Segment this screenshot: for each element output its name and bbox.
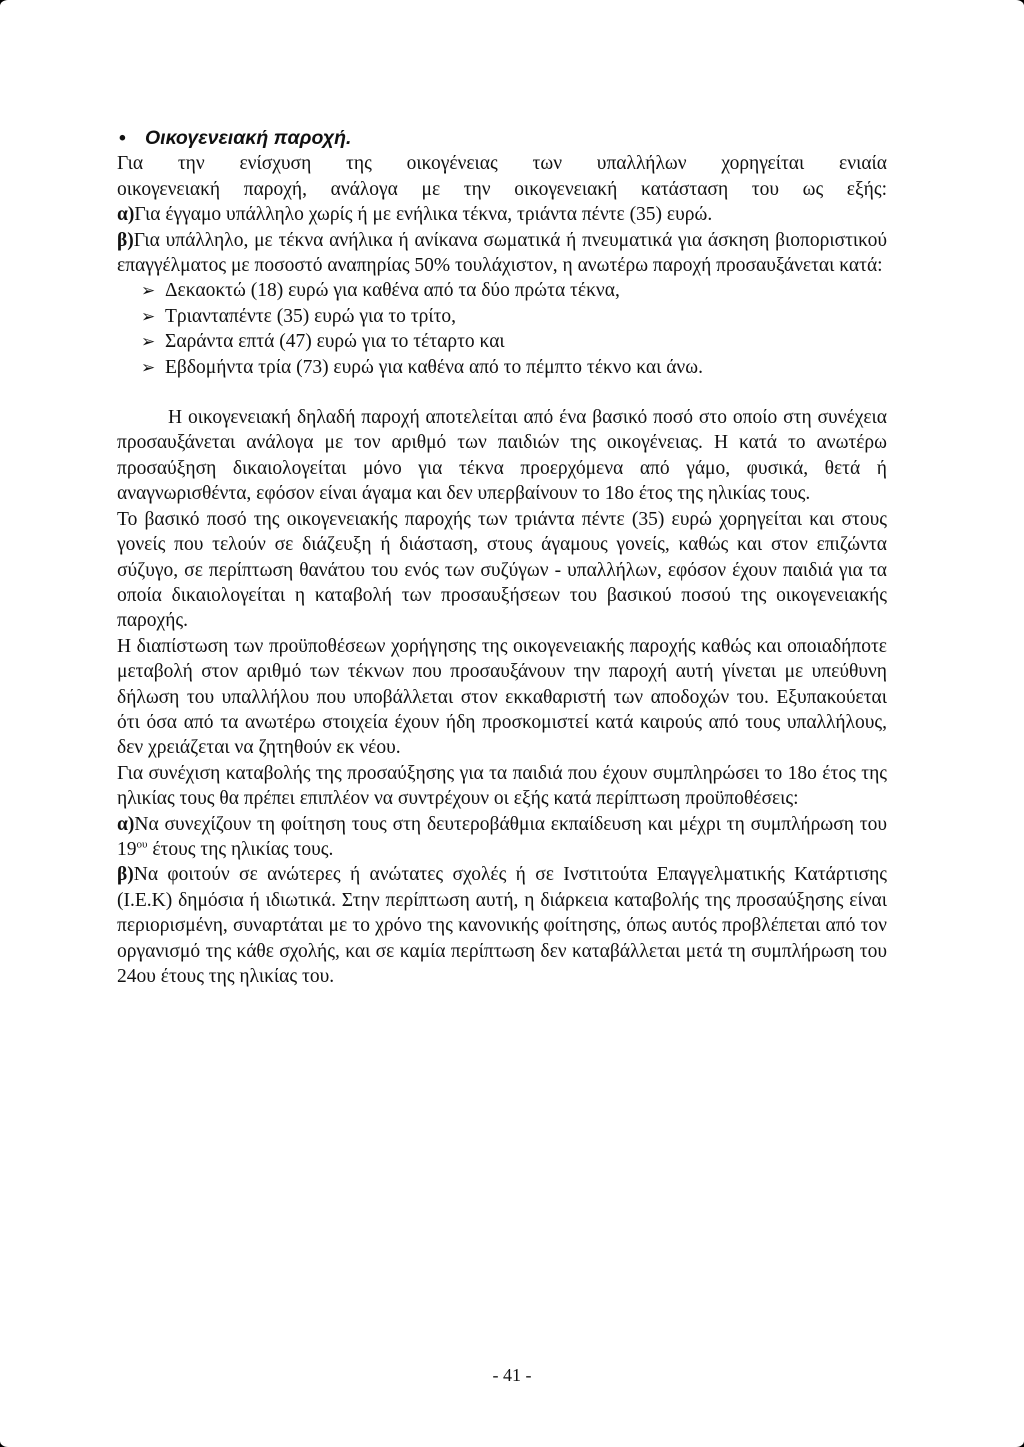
- arrow-bullet-icon: ➢: [141, 357, 156, 377]
- item-a-text: Για έγγαμο υπάλληλο χωρίς ή με ενήλικα τέκνα, τριάντα πέντε (35) ευρώ.: [134, 204, 713, 226]
- document-body: [117, 126, 887, 989]
- arrow-bullet-icon: ➢: [141, 281, 156, 301]
- heading-title: Οικογενειακή παροχή.: [145, 127, 352, 149]
- item-a-label: α): [117, 204, 135, 226]
- list-item: [117, 355, 887, 380]
- paragraph-basic-amount: Η οικογενειακή δηλαδή παροχή αποτελείται από ένα βασικό ποσό στο οποίο στη συνέχεια προσαυξάνεται ανάλογα με τον αριθμό των παιδιών της οικογένειας. Η κατά το ανωτέρω προσαύξηση δικαιολογείται μόνο για τέκνα προερχόμενα από γάμο, φυσικά, θετά ή αναγνωρισθέντα, εφόσον είναι άγαμα και δεν υπερβαίνουν το 18ο έτος της ηλικίας τους.: [117, 407, 887, 505]
- condition-b: [117, 862, 887, 989]
- condition-a: [117, 812, 887, 863]
- arrow-bullet-icon: ➢: [141, 306, 156, 326]
- intro-line-2: οικογενειακή παροχή, ανάλογα με την οικογενειακή κατάσταση του ως εξής:: [117, 178, 887, 200]
- list-item-text: Σαράντα επτά (47) ευρώ για το τέταρτο και: [165, 331, 505, 353]
- arrow-bullet-icon: ➢: [141, 332, 156, 352]
- list-item: [117, 304, 887, 329]
- condition-a-text: Να συνεχίζουν τη φοίτηση τους στη δευτεροβάθμια εκπαίδευση και μέχρι τη συμπλήρωση του 19: [117, 813, 887, 860]
- intro-item-b: [117, 228, 887, 279]
- paragraph-continuation: Για συνέχιση καταβολής της προσαύξησης για τα παιδιά που έχουν συμπληρώσει το 18ο έτος της ηλικίας τους θα πρέπει επιπλέον να συντρέχουν οι εξής κατά περίπτωση προϋποθέσεις:: [117, 762, 887, 810]
- increment-list: [117, 278, 887, 380]
- paragraph-verification: Η διαπίστωση των προϋποθέσεων χορήγησης της οικογενειακής παροχής καθώς και οποιαδήποτε μεταβολή στον αριθμό των τέκνων που προσαυξάνουν την παροχή αυτή γίνεται με υπεύθυνη δήλωση του υπαλλήλου που υποβάλλεται στον εκκαθαριστή των αποδοχών του. Εξυπακούεται ότι όσα από τα ανωτέρω στοιχεία έχουν ήδη προσκομιστεί κατά καιρούς από τους υπαλλήλους, δεν χρειάζεται να ζητηθούν εκ νέου.: [117, 635, 887, 759]
- condition-b-text: Να φοιτούν σε ανώτερες ή ανώτατες σχολές ή σε Ινστιτούτα Επαγγελματικής Κατάρτισης (Ι.Ε.Κ) δημόσια ή ιδιωτικά. Στην περίπτωση αυτή, η διάρκεια καταβολής της προσαύξησης είναι περιορισμένη, συναρτάται με το χρόνο της κανονικής φοίτησης, όπως αυτός προβλέπεται από τον οργανισμό της κάθε σχολής, και σε καμία περίπτωση δεν καταβάλλεται μετά τη συμπλήρωση του 24ου έτους της ηλικίας του.: [117, 864, 887, 987]
- list-item-text: Εβδομήντα τρία (73) ευρώ για καθένα από το πέμπτο τέκνο και άνω.: [165, 356, 703, 378]
- heading-bullet: •: [119, 127, 126, 149]
- spacer: [117, 380, 887, 405]
- list-item: [117, 329, 887, 354]
- paragraph-divorced-parents: Το βασικό ποσό της οικογενειακής παροχής των τριάντα πέντε (35) ευρώ χορηγείται και στους γονείς που τελούν σε διάζευξη ή διάσταση, στους άγαμους γονείς, καθώς και στον επιζώντα σύζυγο, σε περίπτωση θανάτου του ενός των συζύγων - υπαλλήλων, εφόσον έχουν παιδιά για τα οποία δικαιολογείται η καταβολή των προσαυξήσεων του βασικού ποσού της οικογενειακής παροχής.: [117, 508, 887, 632]
- list-item: [117, 278, 887, 303]
- item-b-text: Για υπάλληλο, με τέκνα ανήλικα ή ανίκανα σωματικά ή πνευματικά για άσκηση βιοποριστικού επαγγέλματος με ποσοστό αναπηρίας 50% τουλάχιστον, η ανωτέρω παροχή προσαυξάνεται κατά:: [117, 229, 887, 277]
- section-heading: [117, 126, 887, 151]
- page-number: - 41 -: [492, 1365, 532, 1385]
- condition-b-label: β): [117, 864, 134, 886]
- condition-a-text-end: έτους της ηλικίας τους.: [147, 838, 334, 860]
- condition-a-label: α): [117, 813, 135, 835]
- intro-line-1: Για την ενίσχυση της οικογένειας των υπαλλήλων χορηγείται ενιαία: [117, 153, 887, 175]
- intro-item-a: [117, 202, 887, 227]
- list-item-text: Τριανταπέντε (35) ευρώ για το τρίτο,: [165, 305, 457, 327]
- item-b-label: β): [117, 229, 134, 251]
- condition-a-superscript: ου: [136, 838, 148, 851]
- list-item-text: Δεκαοκτώ (18) ευρώ για καθένα από τα δύο πρώτα τέκνα,: [165, 280, 620, 302]
